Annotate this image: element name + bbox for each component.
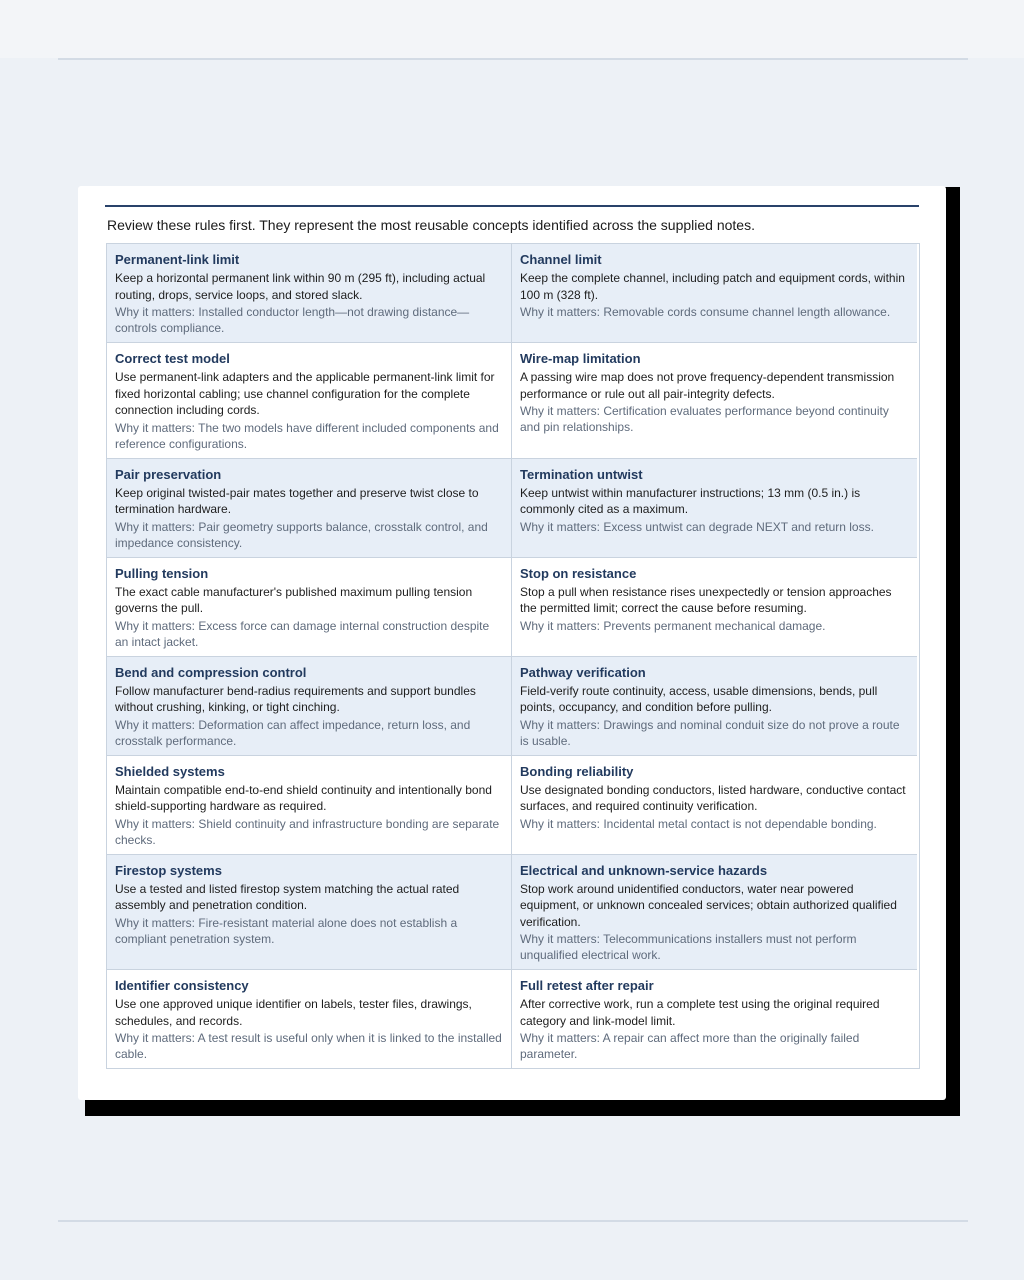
rule-why: Why it matters: Shield continuity and infrastructure bonding are separate checks. xyxy=(115,816,500,847)
rule-why: Why it matters: Installed conductor length—not drawing distance—controls compliance. xyxy=(115,305,470,335)
rule-why: Why it matters: Incidental metal contact is not dependable bonding. xyxy=(520,816,877,831)
rule-card xyxy=(107,854,512,970)
rule-text: Maintain compatible end-to-end shield continuity and intentionally bond shield-supporting hardware as required. xyxy=(115,782,492,813)
rule-text: Keep the complete channel, including patch and equipment cords, within 100 m (328 ft). xyxy=(520,271,905,302)
rule-card xyxy=(107,244,512,342)
rule-title: Full retest after repair xyxy=(520,978,654,993)
rule-why: Why it matters: Excess untwist can degrade NEXT and return loss. xyxy=(520,519,874,534)
rule-text: Use a tested and listed firestop system matching the actual rated assembly and penetration condition. xyxy=(115,881,460,912)
rule-card xyxy=(512,244,917,342)
rule-title: Channel limit xyxy=(520,252,602,267)
rule-title: Firestop systems xyxy=(115,862,222,878)
top-bar xyxy=(0,0,1024,58)
rule-title: Wire-map limitation xyxy=(520,351,641,366)
rule-why: Why it matters: Drawings and nominal conduit size do not prove a route is usable. xyxy=(520,717,900,748)
rule-text: Use one approved unique identifier on labels, tester files, drawings, schedules, and records. xyxy=(115,997,472,1028)
rules-table xyxy=(106,243,920,1069)
rule-text: The exact cable manufacturer's published maximum pulling tension governs the pull. xyxy=(115,584,473,615)
rule-text: Follow manufacturer bend-radius requirements and support bundles without crushing, kinking, or tight cinching. xyxy=(115,683,476,714)
rule-text: Keep original twisted-pair mates together and preserve twist close to termination hardware. xyxy=(115,485,479,516)
rule-why: Why it matters: Removable cords consume channel length allowance. xyxy=(520,305,891,319)
rule-title: Electrical and unknown-service hazards xyxy=(520,862,768,878)
rule-card xyxy=(107,656,512,755)
rule-why: Why it matters: A test result is useful only when it is linked to the installed cable. xyxy=(115,1031,502,1061)
top-divider xyxy=(58,58,968,60)
rule-title: Pulling tension xyxy=(115,565,209,581)
rule-why: Why it matters: Telecommunications installers must not perform unqualified electrical work. xyxy=(520,932,857,962)
rule-text: Keep a horizontal permanent link within 90 m (295 ft), including actual routing, drops, service loops, and stored slack. xyxy=(115,271,486,302)
rule-text: After corrective work, run a complete test using the original required category and link-model limit. xyxy=(520,997,880,1028)
rule-title: Pair preservation xyxy=(115,466,222,482)
rule-text: A passing wire map does not prove frequency-dependent transmission performance or rule out all pair-integrity defects. xyxy=(520,370,895,401)
rule-card xyxy=(512,854,917,970)
rule-why: Why it matters: Prevents permanent mechanical damage. xyxy=(520,618,826,633)
rule-why: Why it matters: Pair geometry supports balance, crosstalk control, and impedance consistency. xyxy=(115,519,488,550)
rule-card xyxy=(107,458,512,557)
rule-card xyxy=(512,656,917,755)
rule-text: Keep untwist within manufacturer instructions; 13 mm (0.5 in.) is commonly cited as a maximum. xyxy=(520,485,861,516)
rule-card xyxy=(107,342,512,458)
rule-title: Permanent-link limit xyxy=(115,252,240,267)
rule-title: Bonding reliability xyxy=(520,763,634,779)
intro-text: Review these rules first. They represent the most reusable concepts identified across the supplied notes. xyxy=(107,217,755,233)
rule-title: Bend and compression control xyxy=(115,664,307,680)
rule-card xyxy=(107,557,512,656)
rule-text: Use permanent-link adapters and the applicable permanent-link limit for fixed horizontal cabling; use channel configuration for the complete connection including cords. xyxy=(115,370,495,417)
rule-text: Stop work around unidentified conductors, water near powered equipment, or unknown concealed services; obtain authorized qualified verification. xyxy=(520,881,897,929)
header-rule xyxy=(105,205,919,207)
rule-title: Pathway verification xyxy=(520,664,646,680)
rule-card xyxy=(512,755,917,854)
rule-title: Stop on resistance xyxy=(520,565,637,581)
rule-why: Why it matters: A repair can affect more than the originally failed parameter. xyxy=(520,1031,860,1061)
rule-title: Correct test model xyxy=(115,351,230,366)
rule-text: Field-verify route continuity, access, usable dimensions, bends, pull points, occupancy, and condition before pulling. xyxy=(520,683,878,714)
rule-card xyxy=(107,755,512,854)
rule-title: Shielded systems xyxy=(115,763,225,779)
rule-why: Why it matters: Certification evaluates performance beyond continuity and pin relationships. xyxy=(520,404,889,434)
rule-card xyxy=(512,969,917,1068)
rule-card xyxy=(107,969,512,1068)
rule-card xyxy=(512,342,917,458)
rule-why: Why it matters: Fire-resistant material alone does not establish a compliant penetration system. xyxy=(115,915,458,946)
bottom-divider xyxy=(58,1220,968,1222)
rule-text: Stop a pull when resistance rises unexpectedly or tension approaches the permitted limit; correct the cause before resuming. xyxy=(520,584,892,615)
rule-card xyxy=(512,557,917,656)
rule-why: Why it matters: Excess force can damage internal construction despite an intact jacket. xyxy=(115,618,490,649)
rule-card xyxy=(512,458,917,557)
rule-title: Termination untwist xyxy=(520,466,643,482)
rule-title: Identifier consistency xyxy=(115,978,249,993)
rule-why: Why it matters: Deformation can affect impedance, return loss, and crosstalk performance. xyxy=(115,717,471,748)
rule-why: Why it matters: The two models have different included components and reference configurations. xyxy=(115,420,499,451)
rule-text: Use designated bonding conductors, listed hardware, conductive contact surfaces, and required continuity verification. xyxy=(520,782,906,813)
rules-card xyxy=(78,186,946,1100)
